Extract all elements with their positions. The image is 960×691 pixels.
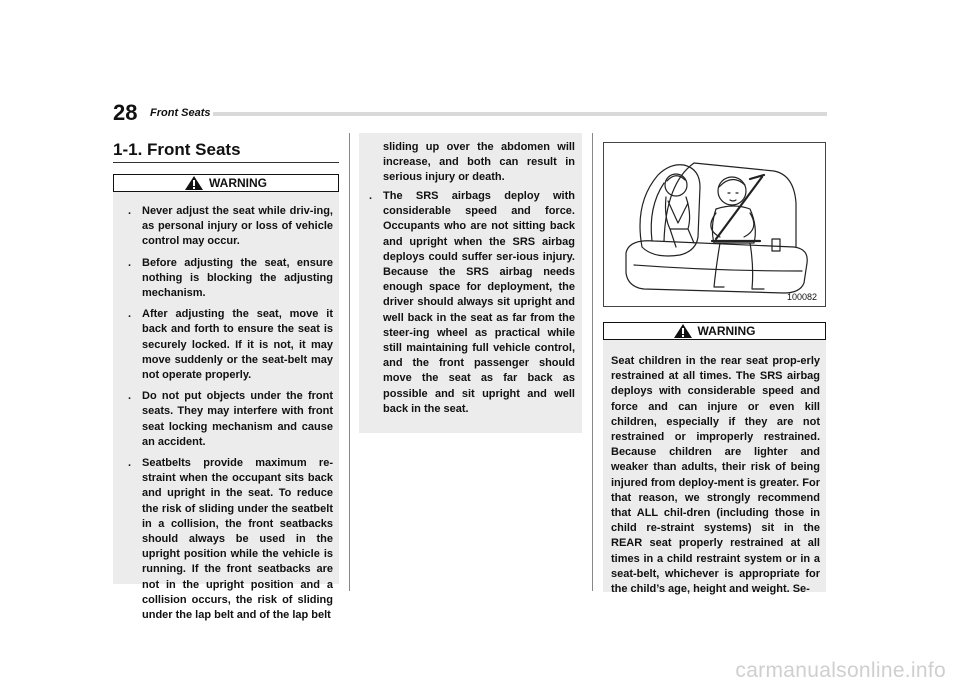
column-divider	[349, 133, 350, 591]
page-number: 28	[113, 100, 138, 125]
list-item	[128, 256, 333, 302]
bullet-icon: .	[128, 457, 132, 470]
warning-bullet-list	[369, 189, 575, 423]
section-rule	[113, 162, 339, 163]
bullet-text: After adjusting the seat, move it back and forth to ensure the seat is securely locked. If it is not, it may move suddenly or the seat-belt may not operate properly.	[142, 308, 333, 382]
watermark: carmanualsonline.info	[735, 659, 946, 682]
list-item	[128, 456, 333, 623]
page-header-title: Front Seats	[150, 107, 211, 119]
warning-triangle-icon	[185, 176, 203, 190]
bullet-icon: .	[128, 308, 132, 321]
warning-box-left	[113, 174, 339, 622]
bullet-text: Before adjusting the seat, ensure nothing is blocking the adjusting mechanism.	[142, 256, 333, 300]
bullet-text: The SRS airbags deploy with considerable speed and force. Occupants who are not sitting back and upright when the SRS airbag deploys could suffer ser-ious injury. Because the SRS airbag needs enough space for deployment, the driver should always sit upright and well back in the seat as far from the steer-ing wheel as practical while still maintaining full vehicle control, and the front passenger should move the seat as far back as possible and sit upright and well back in the seat.	[383, 190, 575, 415]
bullet-text: Do not put objects under the front seats. They may interfere with front seat locking mechanism and cause an accident.	[142, 390, 333, 448]
bullet-icon: .	[128, 205, 132, 217]
bullet-icon: .	[369, 190, 373, 202]
continuation-text: sliding up over the abdomen will increase, and both can result in serious injury or death.	[383, 141, 575, 184]
bullet-icon: .	[128, 390, 132, 403]
bullet-text: Seatbelts provide maximum re-straint when the occupant sits back and upright in the seat. To reduce the risk of sliding under the seatbelt in a collision, the front seatbacks should always be used in the upright position while the vehicle is running. If the front seatbacks are not in the upright position and a collision occurs, the risk of sliding under the lap belt and of the lap belt	[142, 457, 333, 622]
column-divider	[592, 133, 593, 591]
warning-text: Seat children in the rear seat prop-erly restrained at all times. The SRS airbag deploys with considerable speed and force and can injure or even kill children, especially if they are not restrained or improperly restrained. Because children are lighter and weaker than adults, their risk of being injured from deploy-ment is greater. For that reason, we strongly recommend that ALL chil-dren (including those in child re-straint systems) sit in the REAR seat properly restrained at all times in a child restraint system or in a seat-belt, whichever is appropriate for the child’s age, height and weight. Se-	[611, 355, 820, 596]
warning-bullet-list	[128, 204, 333, 629]
section-title: 1-1. Front Seats	[113, 140, 241, 159]
warning-label: WARNING	[697, 324, 756, 338]
warning-header	[603, 322, 826, 340]
child-seat-figure	[603, 142, 826, 307]
warning-header	[113, 174, 339, 192]
warning-label: WARNING	[209, 176, 267, 190]
list-item	[128, 204, 333, 250]
list-item	[128, 307, 333, 383]
header-rule	[213, 112, 827, 116]
warning-box-right	[603, 322, 826, 596]
child-seat-illustration-icon	[604, 143, 825, 306]
warning-triangle-icon	[674, 324, 692, 338]
list-item	[369, 189, 575, 417]
bullet-text: Never adjust the seat while driv-ing, as personal injury or loss of vehicle control may occur.	[142, 205, 333, 248]
list-item	[128, 389, 333, 450]
figure-code: 100082	[786, 292, 817, 302]
bullet-icon: .	[128, 256, 132, 269]
warning-box-middle	[359, 133, 582, 433]
